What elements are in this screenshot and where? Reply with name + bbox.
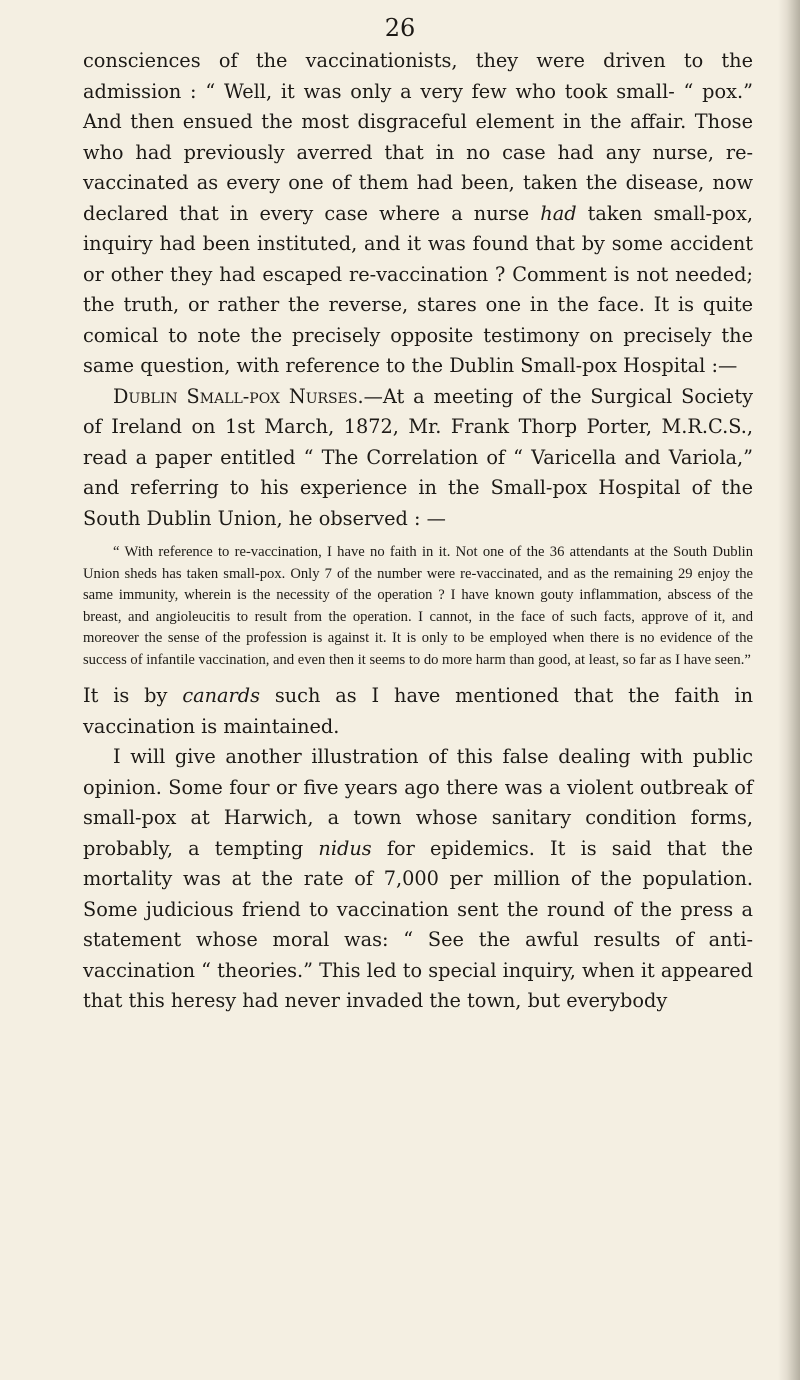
paragraph-3-text: It is by	[83, 684, 183, 707]
body-text	[83, 46, 753, 1017]
paragraph-2-text: —At a meeting of the Surgical Society of Ireland on 1st March, 1872, Mr. Frank Thorp Porter, M.R.C.S., read a paper entitled “ The Correlation of “ Varicella and Variola,” and referring to his experience in the Small-pox Hospital of the South Dublin Union, he observed : —	[83, 384, 753, 530]
paragraph-4-emphasis: nidus	[318, 836, 372, 860]
paragraph-3-text-end: such as I have mentioned that the faith in vaccination is maintained.	[83, 684, 753, 738]
paragraph-1	[83, 46, 753, 382]
block-quote: “ With reference to re-vaccination, I have no faith in it. Not one of the 36 attendants at the South Dublin Union sheds has taken small-pox. Only 7 of the number were re-vaccinated, and as the remaining 29 enjoy the same immunity, wherein is the necessity of the operation ? I have known gouty inflammation, abscess of the breast, and angioleucitis to result from the operation. I cannot, in the face of such facts, approve of it, and moreover the sense of the profession is against it. It is only to be employed when there is no evidence of the success of infantile vaccination, and even then it seems to do more harm than good, at least, so far as I have seen.”	[83, 544, 753, 668]
paragraph-1-text-end: taken small-pox, inquiry had been instituted, and it was found that by some accident or other they had escaped re-vaccination ? Comment is not needed; the truth, or rather the reverse, stares one in the face. It is quite comical to note the precisely opposite testimony on precisely the same question, with reference to the Dublin Small-pox Hospital :—	[83, 201, 753, 377]
paragraph-1-text: consciences of the vaccinationists, they were driven to the admission : “ Well, it was only a very few who took small- “ pox.” And then ensued the most disgraceful element in the affair. Those who had previously averred that in no case had any nurse, re-vaccinated as every one of them had been, taken the disease, now declared that in every case where a nurse	[83, 49, 753, 225]
paragraph-4-text: I will give another illustration of this false dealing with public opinion. Some four or five years ago there was a violent outbreak of small-pox at Harwich, a town whose sanitary condition forms, probably, a tempting	[83, 745, 753, 860]
paragraph-2-heading: Dublin Small-pox Nurses.	[113, 384, 364, 408]
paragraph-3-emphasis: canards	[182, 684, 260, 707]
paragraph-3	[83, 681, 753, 742]
paragraph-1-emphasis: had	[540, 201, 577, 225]
page-number: 26	[384, 14, 416, 42]
paragraph-4	[83, 742, 753, 1017]
page-edge-shadow	[778, 0, 800, 1380]
paragraph-2	[83, 382, 753, 535]
paragraph-4-text-end: for epidemics. It is said that the mortality was at the rate of 7,000 per million of the population. Some judicious friend to vaccination sent the round of the press a statement whose moral was: “ See the awful results of anti-vaccination “ theories.” This led to special inquiry, when it appeared that this heresy had never invaded the town, but everybody	[83, 836, 754, 1012]
